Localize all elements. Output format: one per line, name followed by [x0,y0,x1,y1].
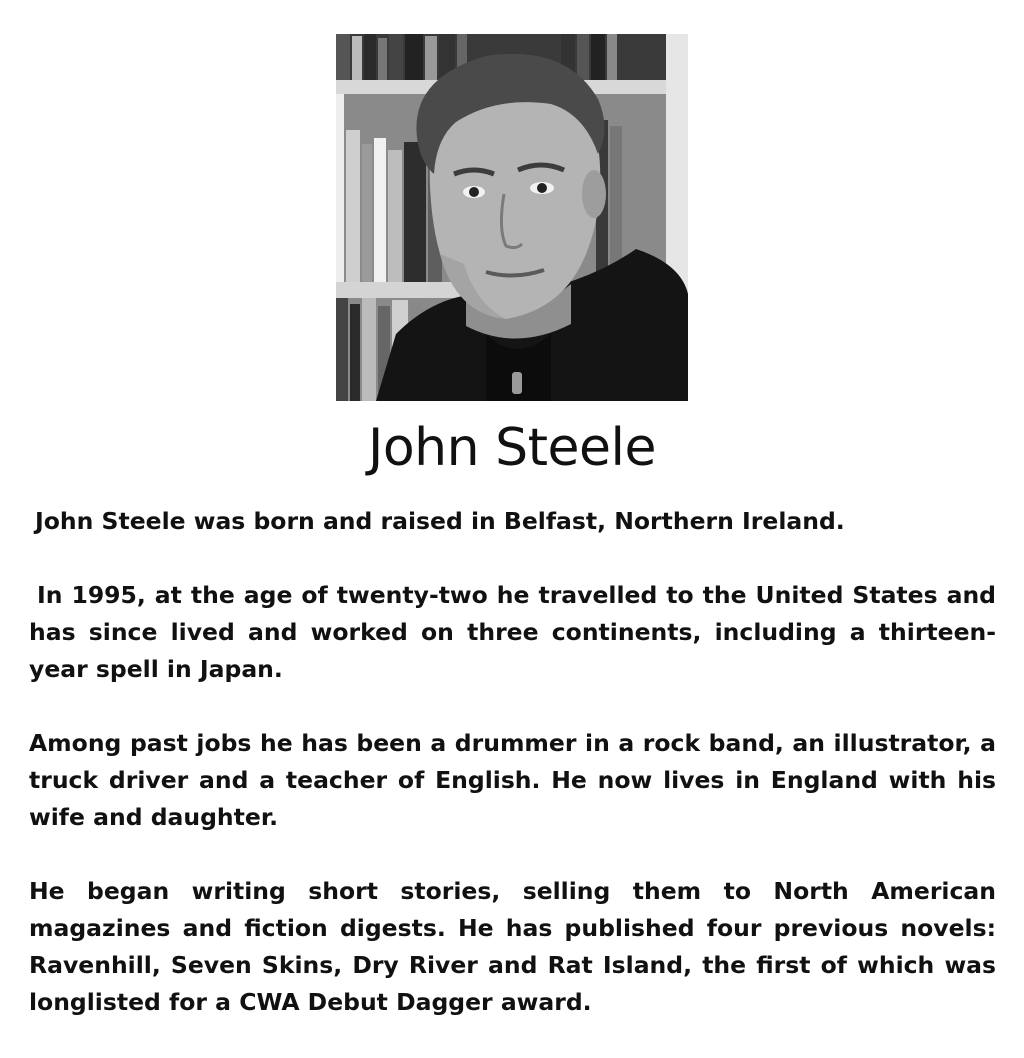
author-bio [29,503,996,1058]
author-photo [336,34,688,401]
author-name: John Steele [368,418,656,478]
bio-paragraph-birthplace: John Steele was born and raised in Belfast, Northern Ireland. [35,507,845,535]
bio-paragraph-travel: In 1995, at the age of twenty-two he travelled to the United States and has since lived and worked on three continents, including a thirteen-year spell in Japan. [29,581,996,683]
bio-paragraph-writing: He began writing short stories, selling them to North American magazines and fiction digests. He has published four previous novels: Ravenhill, Seven Skins, Dry River and Rat Island, the first of which was longlisted for a CWA Debut Dagger award. [29,877,996,1016]
bio-paragraph-jobs: Among past jobs he has been a drummer in a rock band, an illustrator, a truck driver and a teacher of English. He now lives in England with his wife and daughter. [29,729,996,831]
author-photo-illustration [336,34,688,401]
